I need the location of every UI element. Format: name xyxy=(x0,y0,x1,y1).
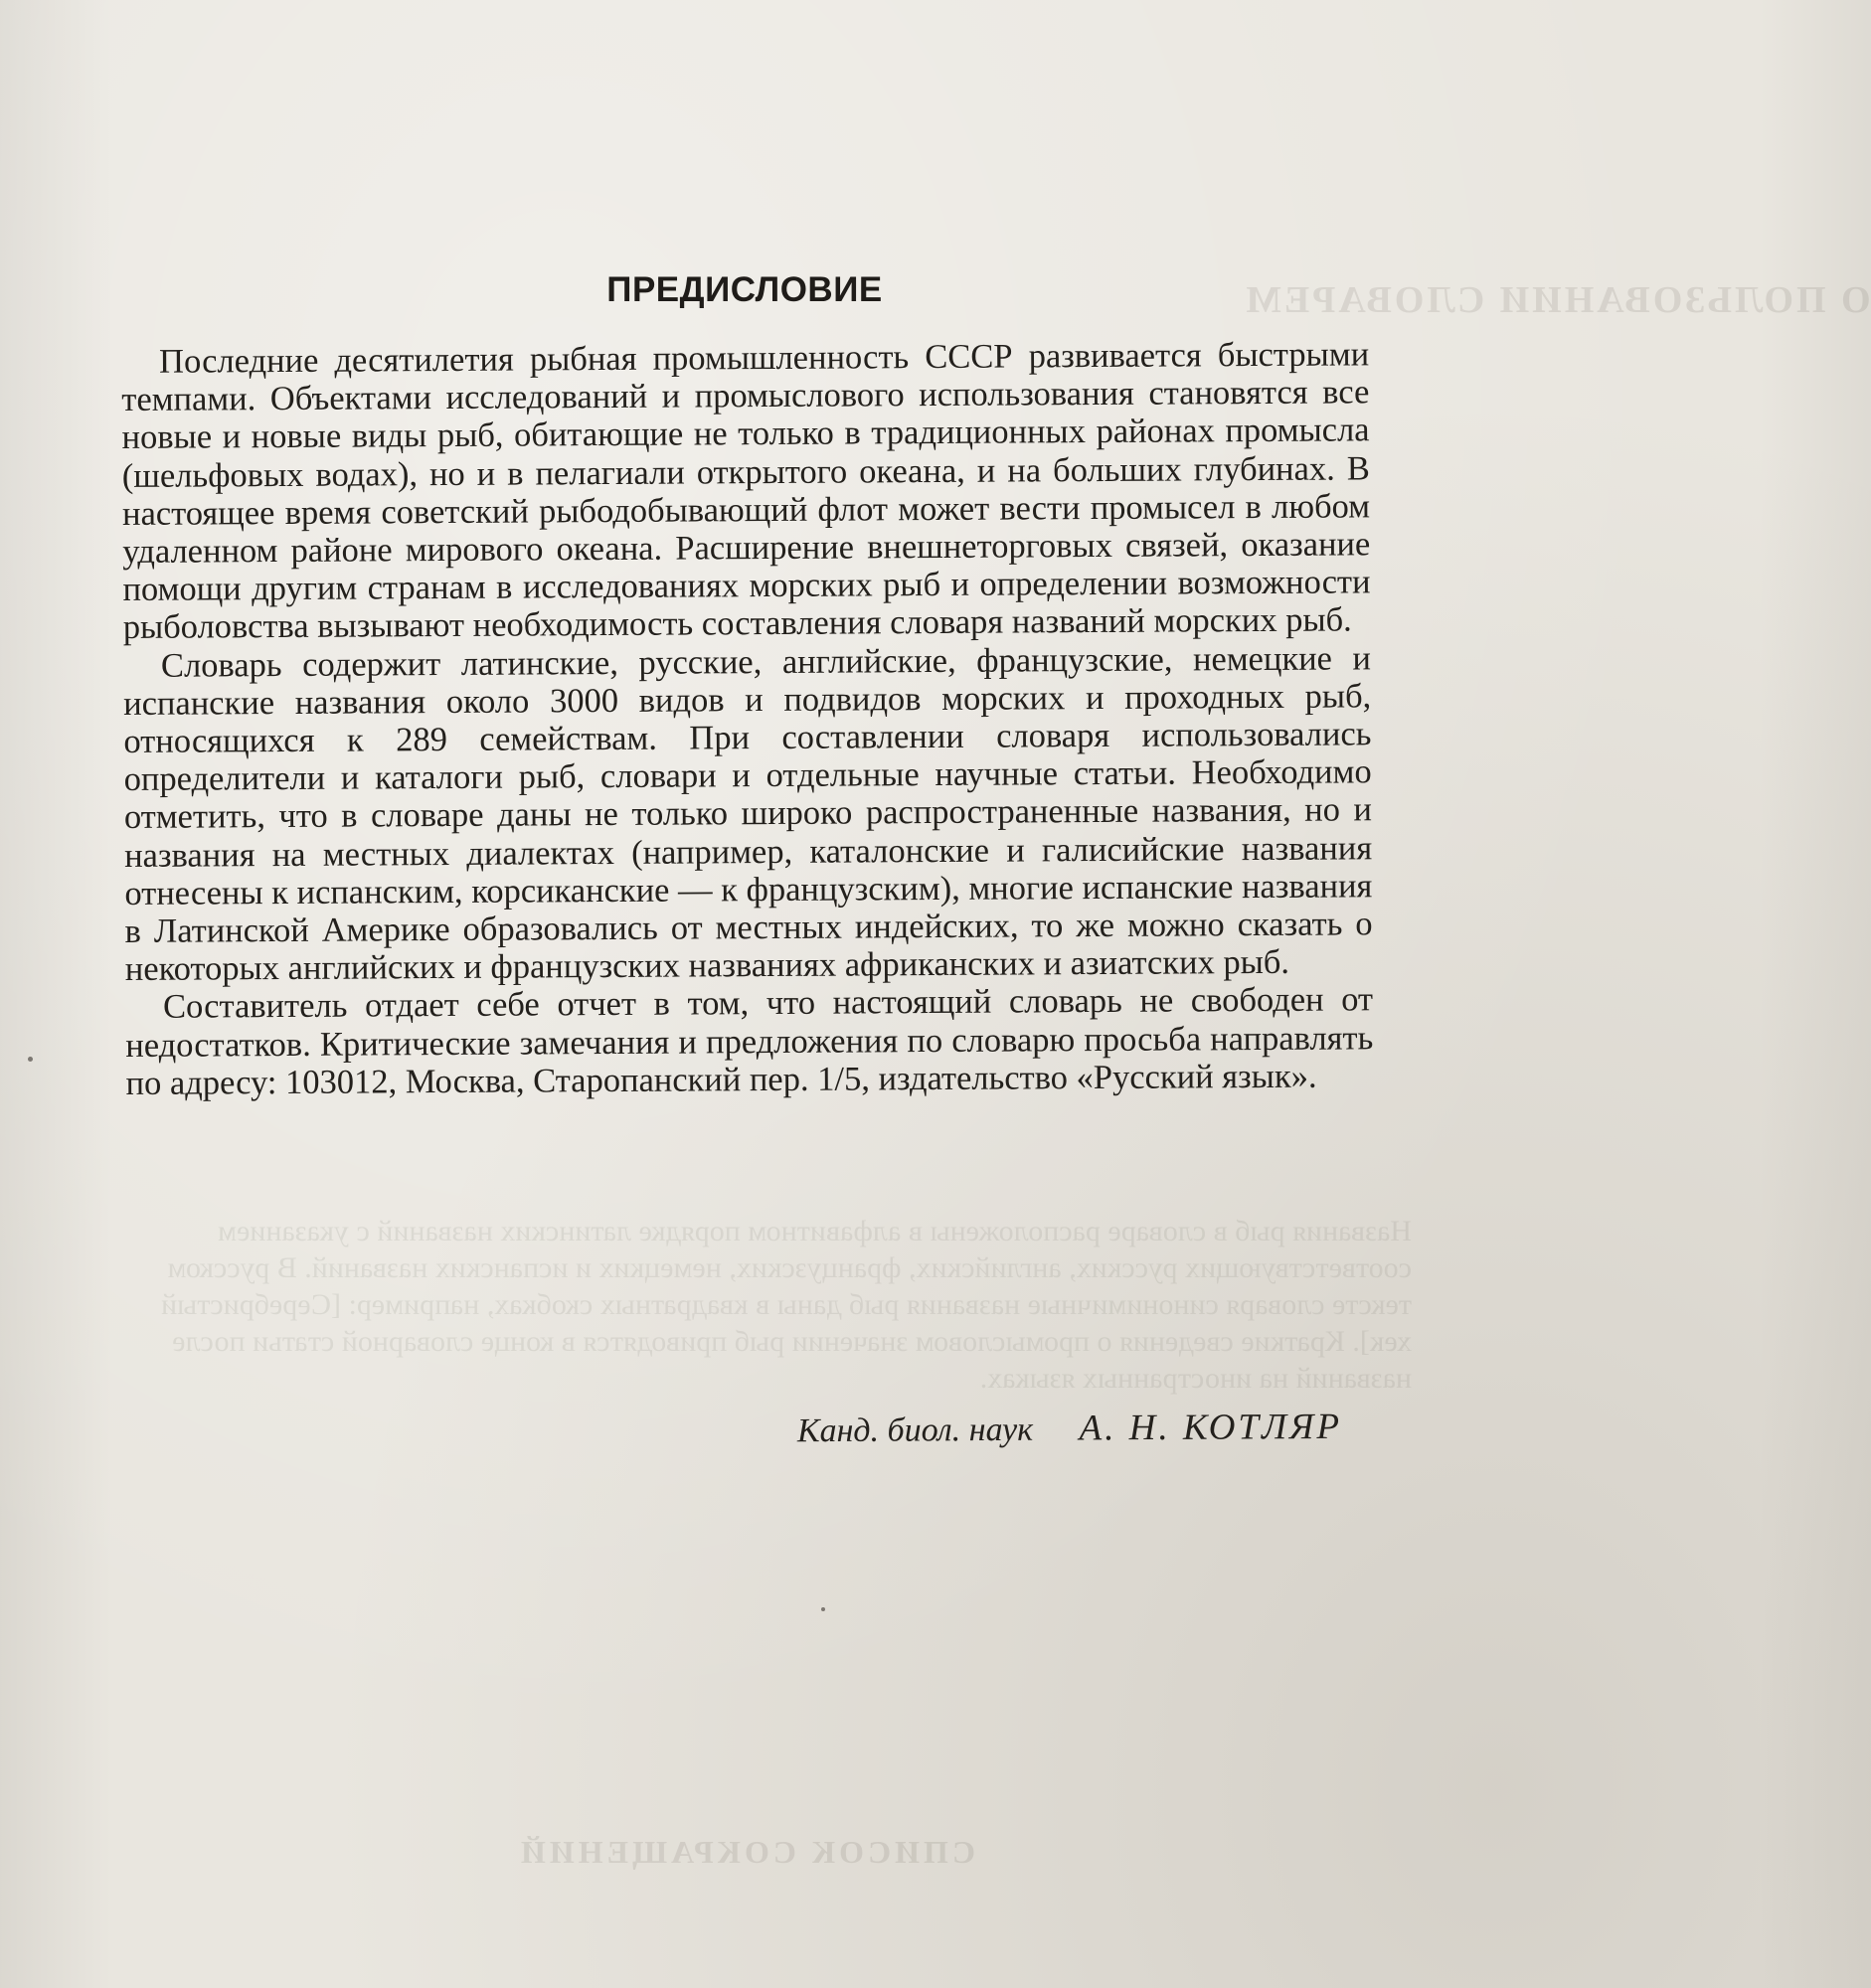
paper-speck xyxy=(28,1057,33,1062)
show-through-title: СПИСОК СОКРАЩЕНИЙ xyxy=(517,1834,976,1870)
paragraph-1: Последние десятилетия рыбная промышленность СССР развивается быстрыми темпами. Объектами исследований и промыслового использования становятся все новые и новые виды рыб, обитающие не только в традиционных районах промысла (шельфовых водах), но и в пелагиали открытого океана, и на больших глубинах. В настоящее время советский рыбодобывающий флот может вести промысел в любом удаленном районе мирового океана. Расширение внешнеторговых связей, оказание помощи другим странам в исследованиях морских рыб и определении возможности рыболовства вызывают необходимость составления словаря названий морских рыб. xyxy=(121,335,1371,647)
paragraph-3: Составитель отдает себе отчет в том, что настоящий словарь не свободен от недостатков. Критические замечания и предложения по словарю просьба направлять по адресу: 103012, Москва, Старопанский пер. 1/5, издательство «Русский язык». xyxy=(125,980,1374,1102)
author-name: А. Н. КОТЛЯР xyxy=(1079,1406,1343,1449)
page-title: ПРЕДИСЛОВИЕ xyxy=(606,270,883,309)
preface-body xyxy=(121,335,1374,1102)
paper-speck xyxy=(821,1607,825,1611)
author-signature xyxy=(0,1406,1342,1456)
show-through-text: Названия рыб в словаре расположены в алфавитном порядке латинских названий с указанием соответствующих русских, английских, французских, немецких и испанских названий. В русском тексте словаря синонимичные названия рыб даны в квадратных скобках, например: [Серебристый хек]. Краткие сведения о промысловом значении рыб приводятся в конце словарной статьи после названий на иностранных языках. xyxy=(161,1215,1412,1395)
author-credential: Канд. биол. наук xyxy=(796,1410,1034,1450)
paragraph-2: Словарь содержит латинские, русские, английские, французские, немецкие и испанские названия около 3000 видов и подвидов морских и проходных рыб, относящихся к 289 семействам. При составлении словаря использовались определители и каталоги рыб, словари и отдельные научные статьи. Необходимо отметить, что в словаре даны не только широко распространенные названия, но и названия на местных диалектах (например, каталонские и галисийские названия отнесены к испанским, корсиканские — к французским), многие испанские названия в Латинской Америке образовались от местных индейских, то же можно сказать о некоторых английских и французских названиях африканских и азиатских рыб. xyxy=(123,638,1373,989)
show-through-heading: О ПОЛЬЗОВАНИИ СЛОВАРЕМ xyxy=(1243,279,1871,321)
